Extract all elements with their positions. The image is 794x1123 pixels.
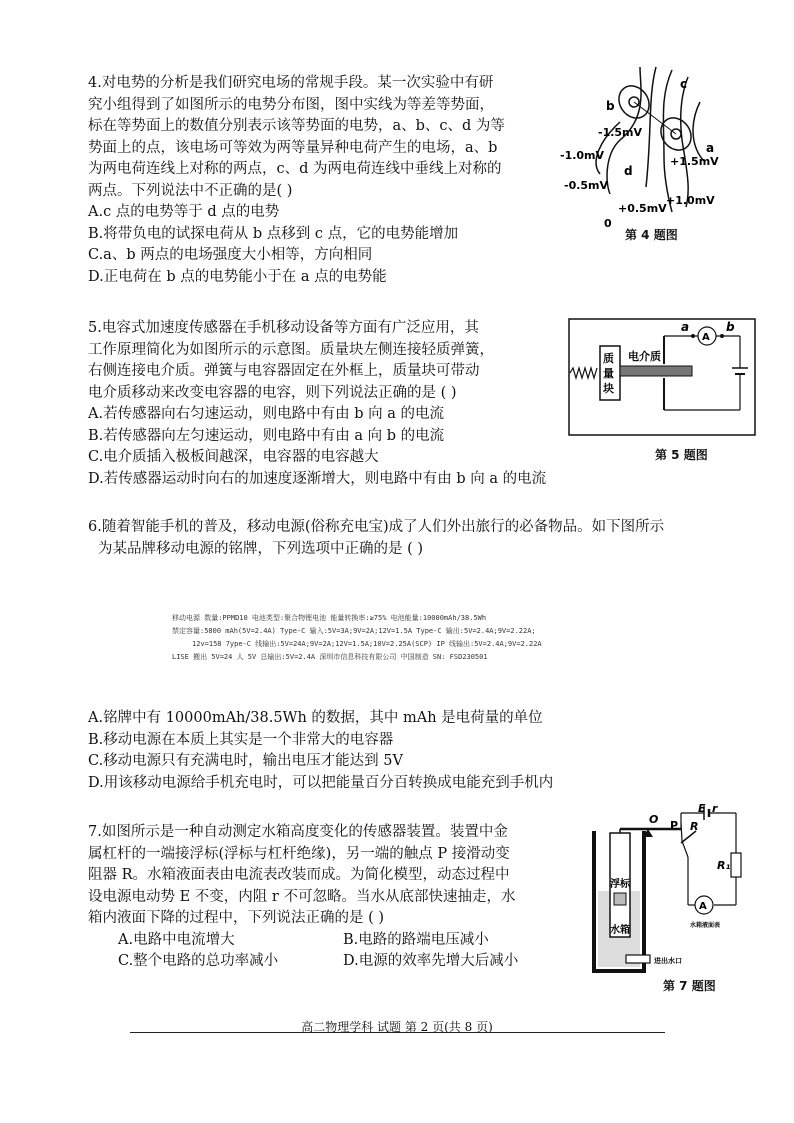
fig7-label-o: O xyxy=(649,813,659,826)
q4-option-a: A.c 点的电势等于 d 点的电势 xyxy=(88,204,280,220)
fig4-label-b: b xyxy=(606,99,615,113)
nameplate-line: 12v=158 7ype-C 线输出:5V=24A;9V=2A;12V=1.5A;10V=2.25A(SCP) IP 线输出:5V=2.4A;9V=2.22A xyxy=(192,640,542,648)
q5-line: 电介质移动来改变电容器的电容，则下列说法正确的是 ( ) xyxy=(88,384,457,401)
fig7-gauge-label: 水箱液面表 xyxy=(690,922,721,929)
nameplate-line: LISE 搬出 5V=24 人 5V 总输出:5V=2.4A 深圳市信息科技有限公司 中国制造 SN: FSD230501 xyxy=(172,653,488,661)
q7-options-row-2 xyxy=(118,951,568,973)
fig7-label-r-internal: r xyxy=(712,803,718,815)
figure-5-capacitor-sensor xyxy=(568,318,758,438)
q5-option-d: D.若传感器运动时向右的加速度逐渐增大，则电路中有由 b 向 a 的电流 xyxy=(88,470,547,487)
q6-line: 6.随着智能手机的普及，移动电源(俗称充电宝)成了人们外出旅行的必备物品。如下图所示 xyxy=(88,519,665,535)
q4-line: 4.对电势的分析是我们研究电场的常规手段。某一次实验中有研 xyxy=(88,75,494,91)
footer-divider xyxy=(130,1032,665,1033)
fig7-label-r1: R₁ xyxy=(717,859,731,872)
q5-option-a: A.若传感器向右匀速运动，则电路中有由 b 向 a 的电流 xyxy=(88,406,444,422)
question-6-options xyxy=(88,708,758,794)
q6-line: 为某品牌移动电源的铭牌，下列选项中正确的是 ( ) xyxy=(98,540,424,557)
fig4-label-d: d xyxy=(624,164,633,178)
fig7-label-r-rheostat: R xyxy=(690,820,699,833)
fig5-mass-char-3: 块 xyxy=(603,382,614,395)
fig7-float-label: 浮标 xyxy=(610,879,630,890)
fig4-label-p10: +1.0mV xyxy=(666,194,715,207)
fig4-label-m15: -1.5mV xyxy=(598,126,643,139)
q7-line: 7.如图所示是一种自动测定水箱高度变化的传感器装置。装置中金 xyxy=(88,824,508,840)
figure-7-water-tank-sensor xyxy=(586,803,756,975)
fig4-label-p15: +1.5mV xyxy=(670,155,719,168)
q7-option-a: A.电路中电流增大 xyxy=(118,931,235,948)
q7-option-b: B.电路的路端电压减小 xyxy=(343,931,489,948)
q4-line: 究小组得到了如图所示的电势分布图，图中实线为等差等势面， xyxy=(88,96,494,113)
q7-line: 箱内液面下降的过程中，下列说法正确的是 ( ) xyxy=(88,910,385,926)
figure-4-equipotential-diagram xyxy=(560,62,735,227)
q7-line: 阻器 R。水箱液面表由电流表改装而成。为简化模型，动态过程中 xyxy=(88,867,510,883)
page-footer: 高二物理学科 试题 第 2 页(共 8 页) xyxy=(301,1020,493,1034)
q4-line: 为两电荷连线上对称的两点，c、d 为两电荷连线中垂线上对称的 xyxy=(88,161,502,177)
fig4-label-zero: 0 xyxy=(604,217,612,227)
q7-line: 属杠杆的一端接浮标(浮标与杠杆绝缘)，另一端的触点 P 接滑动变 xyxy=(88,845,510,862)
q5-line: 5.电容式加速度传感器在手机移动设备等方面有广泛应用，其 xyxy=(88,320,479,336)
fig5-label-b: b xyxy=(726,320,735,334)
q4-line: 两点。下列说法中不正确的是( ) xyxy=(88,182,293,199)
q7-option-d: D.电源的效率先增大后减小 xyxy=(343,953,519,969)
q5-option-c: C.电介质插入极板间越深，电容器的电容越大 xyxy=(88,449,379,465)
q4-line: 标在等势面上的数值分别表示该等势面的电势，a、b、c、d 为等 xyxy=(88,118,505,134)
fig5-ammeter-label: A xyxy=(702,332,710,343)
q6-option-c: C.移动电源只有充满电时，输出电压才能达到 5V xyxy=(88,753,403,769)
q5-line: 工作原理简化为如图所示的示意图。质量块左侧连接轻质弹簧， xyxy=(88,341,494,358)
fig5-mass-char-2: 量 xyxy=(603,367,614,380)
nameplate-line: 禁定容量:5800 mAh(5V=2.4A) Type-C 输入:5V=3A;9V=2A;12V=1.5A Type-C 输出:5V=2.4A;9V=2.22A; xyxy=(172,627,536,635)
fig4-label-c: c xyxy=(680,77,688,91)
q7-line: 设电源电动势 E 不变，内阻 r 不可忽略。当水从底部快速抽走，水 xyxy=(88,888,516,905)
figure-5-caption: 第 5 题图 xyxy=(655,448,708,462)
q7-option-c: C.整个电路的总功率减小 xyxy=(118,953,279,969)
question-6 xyxy=(88,517,758,560)
q6-option-a: A.铭牌中有 10000mAh/38.5Wh 的数据，其中 mAh 是电荷量的单位 xyxy=(88,710,543,726)
fig7-ammeter-label: A xyxy=(699,901,707,912)
fig7-inlet-label: 进出水口 xyxy=(654,957,682,965)
fig7-label-e: E xyxy=(698,803,706,815)
fig7-tank-label: 水箱 xyxy=(610,925,630,936)
q7-options-row-1 xyxy=(118,930,568,952)
q5-line: 右侧连接电介质。弹簧与电容器固定在外框上，质量块可带动 xyxy=(88,363,480,379)
q5-option-b: B.若传感器向左匀速运动，则电路中有由 a 向 b 的电流 xyxy=(88,427,445,444)
fig4-label-m05: -0.5mV xyxy=(564,179,609,192)
q4-option-c: C.a、b 两点的电场强度大小相等，方向相同 xyxy=(88,247,373,263)
fig4-label-m10: -1.0mV xyxy=(560,149,605,162)
q6-option-b: B.移动电源在本质上其实是一个非常大的电容器 xyxy=(88,731,394,748)
nameplate-line: 移动电源 数量:PPMD10 电池类型:聚合物锂电池 能量转换率:≥75% 电池能量:10000mAh/38.5Wh xyxy=(172,614,487,622)
q4-line: 势面上的点，该电场可等效为两等量异种电荷产生的电场，a、b xyxy=(88,139,498,156)
fig4-label-p05: +0.5mV xyxy=(618,202,667,215)
q6-option-d: D.用该移动电源给手机充电时，可以把能量百分百转换成电能充到手机内 xyxy=(88,774,554,791)
figure-7-caption: 第 7 题图 xyxy=(663,979,716,993)
figure-4-caption: 第 4 题图 xyxy=(625,228,678,242)
fig4-label-a: a xyxy=(706,141,715,155)
q4-option-d: D.正电荷在 b 点的电势能小于在 a 点的电势能 xyxy=(88,268,387,285)
question-4 xyxy=(88,73,563,288)
fig5-label-a: a xyxy=(681,320,690,334)
question-7 xyxy=(88,822,568,973)
power-bank-nameplate xyxy=(172,612,632,664)
q4-option-b: B.将带负电的试探电荷从 b 点移到 c 点，它的电势能增加 xyxy=(88,225,459,242)
fig5-dielectric-label: 电介质 xyxy=(628,350,661,363)
fig7-label-p: P xyxy=(670,819,679,832)
fig5-mass-char-1: 质 xyxy=(603,352,614,365)
